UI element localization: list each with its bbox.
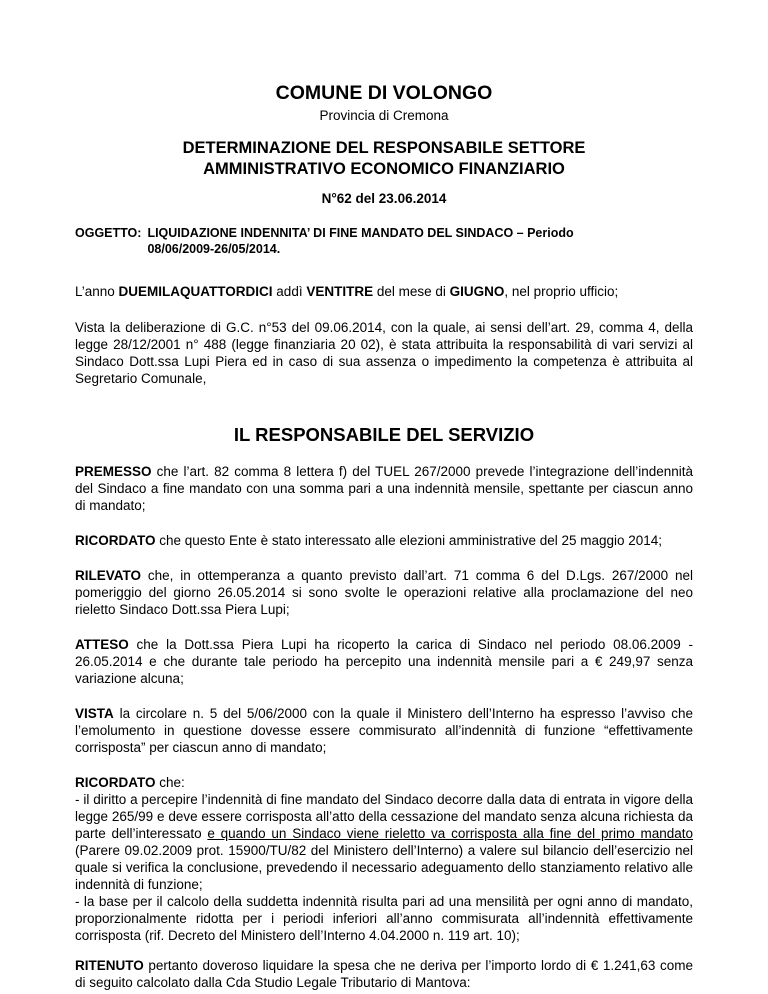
text-run: , nel proprio ufficio; [504, 284, 619, 299]
text-run: che l’art. 82 comma 8 lettera f) del TUEL 267/2000 prevede l’integrazione dell’indennità del Sindaco a fine mandato con una somma pari a una indennità mensile, spettante per ciascun anno di mandato; [75, 464, 693, 513]
text-run: che la Dott.ssa Piera Lupi ha ricoperto la carica di Sindaco nel periodo 08.06.2009 - 26.05.2014 e che durante tale periodo ha percepito una indennità mensile pari a € 249,97 senza variazione alcuna; [75, 637, 693, 686]
month-words: GIUGNO [449, 284, 505, 299]
text-run: L’anno [75, 284, 119, 299]
subject-text-line1: LIQUIDAZIONE INDENNITA’ DI FINE MANDATO DEL SINDACO – Periodo [147, 226, 574, 240]
day-words: VENTITRE [306, 284, 374, 299]
keyword: ATTESO [75, 637, 129, 652]
premesso-paragraph [75, 463, 693, 514]
subject-label: OGGETTO: [75, 226, 142, 240]
text-run: che, in ottemperanza a quanto previsto dall’art. 71 comma 6 del D.Lgs. 267/2000 nel pomeriggio del giorno 26.05.2014 si sono svolte le operazioni relative alla proclamazione del neo rieletto Sindaco Dott.ssa Piera Lupi; [75, 568, 693, 617]
determination-title-line1: DETERMINAZIONE DEL RESPONSABILE SETTORE [182, 139, 586, 157]
keyword: RICORDATO [75, 775, 156, 790]
keyword: PREMESSO [75, 464, 152, 479]
ricordato-heading [75, 774, 693, 791]
rilevato-paragraph [75, 567, 693, 618]
text-run: la circolare n. 5 del 5/06/2000 con la quale il Ministero dell’Interno ha espresso l’avviso che l’emolumento in questione dovesse essere commisurato all’indennità di funzione “effettivamente corrisposta” per ciascun anno di mandato; [75, 706, 693, 755]
keyword: VISTA [75, 706, 114, 721]
determination-title-line2: AMMINISTRATIVO ECONOMICO FINANZIARIO [203, 160, 565, 178]
determination-number: N°62 del 23.06.2014 [321, 191, 447, 206]
intro-date-paragraph [75, 283, 693, 300]
vista-paragraph [75, 705, 693, 756]
keyword: RILEVATO [75, 568, 142, 583]
deliberation-paragraph: Vista la deliberazione di G.C. n°53 del 09.06.2014, con la quale, ai sensi dell’art. 29, comma 4, della legge 28/12/2001 n° 488 (legge finanziaria 20 02), è stata attribuita la responsabilità di vari servizi al Sindaco Dott.ssa Lupi Piera ed in caso di sua assenza o impedimento la competenza è attribuita al Segretario Comunale, [75, 320, 693, 386]
ricordato-item-1 [75, 791, 693, 893]
section-heading: IL RESPONSABILE DEL SERVIZIO [233, 424, 535, 445]
year-words: DUEMILAQUATTORDICI [118, 284, 273, 299]
text-run: pertanto doveroso liquidare la spesa che ne deriva per l’importo lordo di € 1.241,63 come di seguito calcolato dalla Cda Studio Legale Tributario di Mantova: [75, 958, 693, 990]
atteso-paragraph [75, 636, 693, 687]
text-run: del mese di [373, 284, 450, 299]
ricordato-item-2: - la base per il calcolo della suddetta indennità risulta pari ad una mensilità per ogni anno di mandato, proporzionalmente ridotta per i periodi inferiori all’anno commisurata all’indennità effettivamente corrisposta (rif. Decreto del Ministero dell’Interno 4.04.2000 n. 119 art. 10); [75, 894, 693, 943]
text-run: che questo Ente è stato interessato alle elezioni amministrative del 25 maggio 2014; [155, 533, 663, 548]
municipality-title: COMUNE DI VOLONGO [275, 82, 493, 104]
text-run: addì [272, 284, 307, 299]
text-run: che: [155, 775, 185, 790]
ricordato-elections-paragraph [75, 532, 693, 549]
ritenuto-paragraph [75, 957, 693, 991]
subject-text-line2: 08/06/2009-26/05/2014. [147, 242, 281, 256]
text-run: (Parere 09.02.2009 prot. 15900/TU/82 del Ministero dell’Interno) a valere sul bilancio dell’esercizio nel quale si verifica la conclusione, prevedendo il necessario adeguamento dello stanziamento relativo alle indennità di funzione; [75, 843, 693, 892]
province-subtitle: Provincia di Cremona [319, 108, 449, 123]
keyword: RITENUTO [75, 958, 144, 973]
subject-block [75, 225, 693, 257]
underlined-text: e quando un Sindaco viene rieletto va corrisposta alla fine del primo mandato [207, 826, 693, 841]
subject-text [147, 225, 693, 257]
text-run: - il diritto a percepire l’indennità di fine mandato del Sindaco decorre dalla data di entrata in vigore della legge 265/99 e deve essere corrisposta all’atto della cessazione del mandato senza alcuna richiesta da parte dell’interessato [75, 792, 693, 841]
keyword: RICORDATO [75, 533, 156, 548]
determination-title [75, 138, 693, 180]
